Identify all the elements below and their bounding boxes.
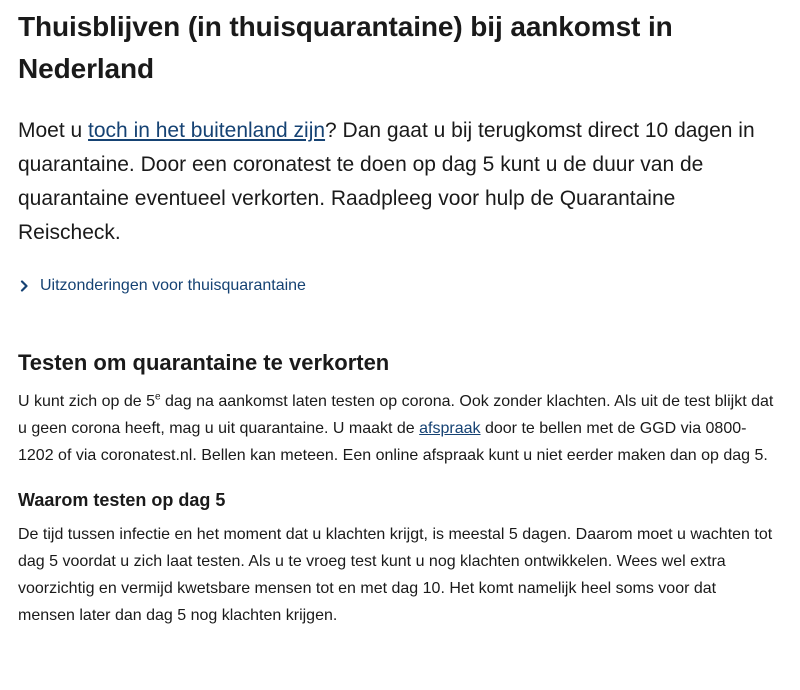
testen-text-1: U kunt zich op de 5 (18, 393, 155, 410)
exceptions-expander-label: Uitzonderingen voor thuisquarantaine (40, 277, 306, 294)
section-title-waarom: Waarom testen op dag 5 (18, 490, 226, 510)
intro-text-start: Moet u (18, 119, 89, 142)
section-title-testen: Testen om quarantaine te verkorten (18, 350, 390, 375)
intro-text-end: ? Dan gaat u bij terugkomst direct 10 dagen in quarantaine. Door een coronatest te doen op dag 5 kunt u de duur van de quarantaine eventueel verkorten. Raadpleeg voor hulp de Quarantaine Reischeck. (18, 119, 755, 244)
exceptions-expander[interactable] (18, 274, 776, 298)
afspraak-link[interactable]: afspraak (419, 420, 481, 437)
testen-text-2: dag na aankomst laten testen op corona. Ook zonder klachten. Als uit de test blijkt dat u geen corona heeft, mag u uit quarantaine. U maakt de (18, 393, 774, 437)
section-paragraph-testen (18, 388, 776, 469)
chevron-right-icon (18, 280, 30, 292)
intro-link-buitenland[interactable]: toch in het buitenland zijn (88, 119, 326, 142)
testen-text-3: door te bellen met de GGD via 0800-1202 of via coronatest.nl. Bellen kan meteen. Een online afspraak kunt u niet eerder maken dan op dag 5. (18, 420, 768, 464)
ordinal-superscript: e (154, 391, 161, 403)
section-paragraph-waarom: De tijd tussen infectie en het moment dat u klachten krijgt, is meestal 5 dagen. Daarom moet u wachten tot dag 5 voordat u zich laat testen. Als u te vroeg test kunt u nog klachten ontwikkelen. Wees wel extra voorzichtig en vermijd kwetsbare mensen tot en met dag 10. Het komt namelijk heel soms voor dat mensen later dan dag 5 nog klachten krijgen. (18, 526, 773, 624)
page-title: Thuisblijven (in thuisquarantaine) bij aankomst in Nederland (18, 11, 673, 84)
intro-paragraph (18, 114, 776, 250)
